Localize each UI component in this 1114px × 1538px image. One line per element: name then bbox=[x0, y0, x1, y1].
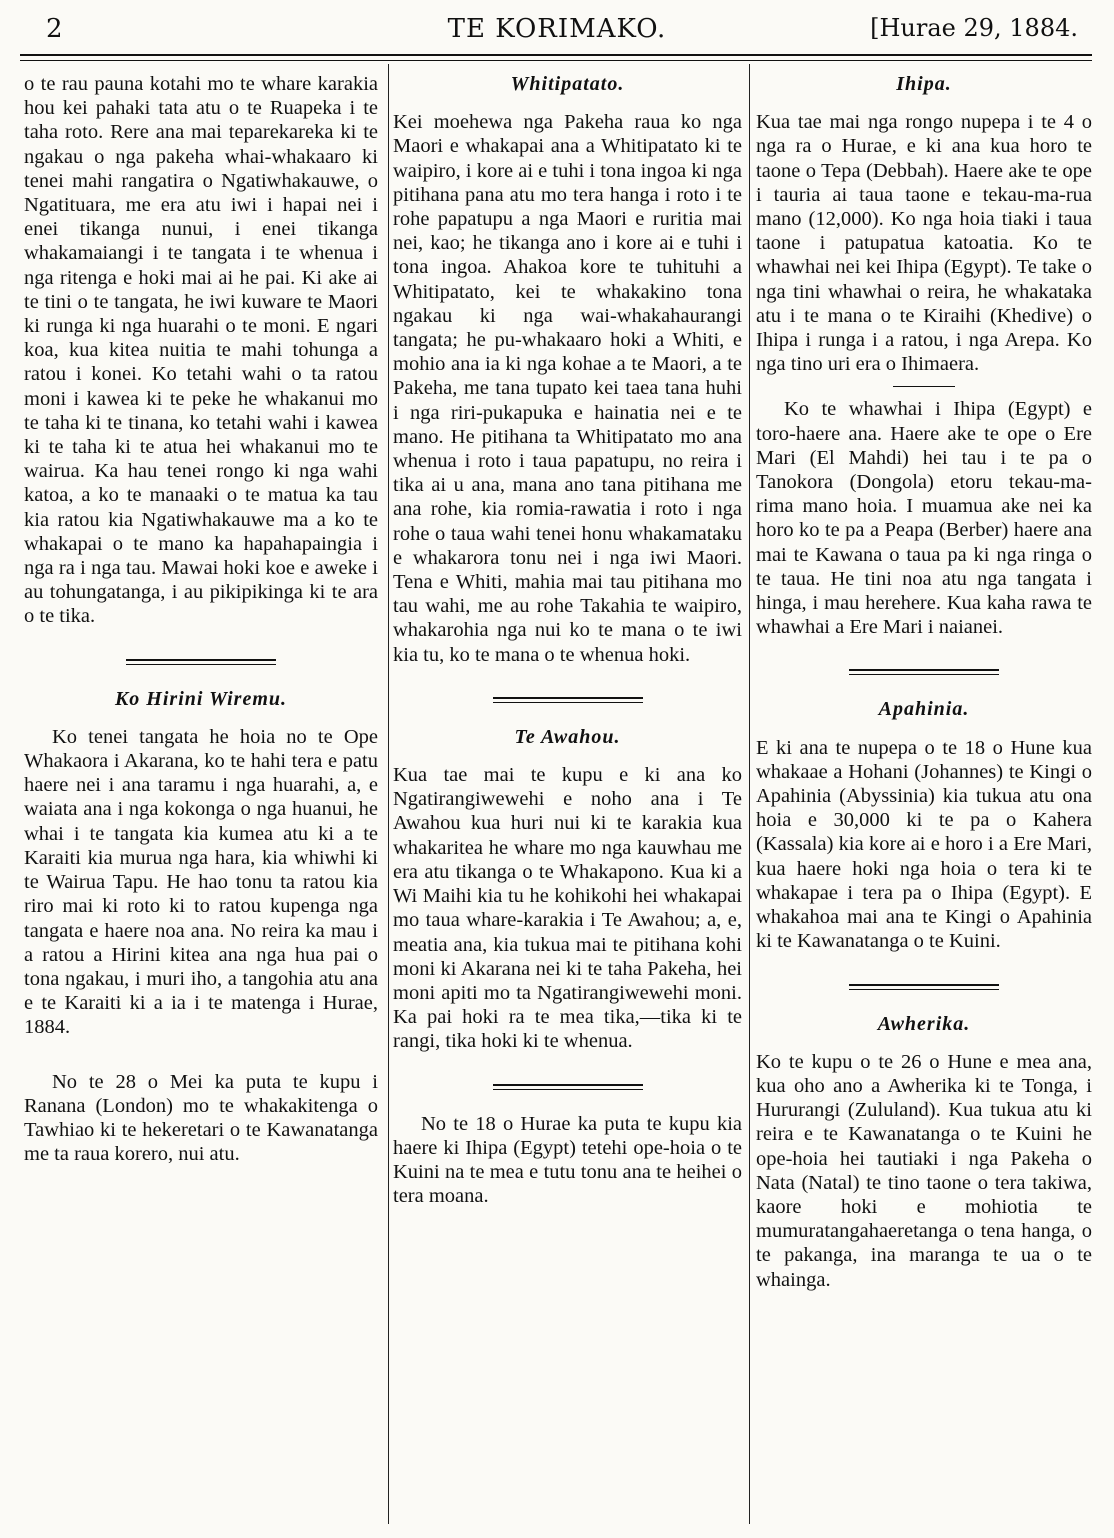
article-heading-ihipa: Ihipa. bbox=[896, 73, 952, 95]
header-rule-thin bbox=[20, 60, 1092, 61]
col2-paragraph-2: Kua tae mai te kupu e ki ana ko Ngatirangiwewehi e noho ana i Te Awahou kua huri nui ki te karakia kua whakaritea he whare mo nga kauwhau me era atu tikanga o te Whakapono. Kua ki a Wi Maihi kia tu he kohikohi hei whakapai mo taua whare-karakia i Te Awahou; a, e, meatia ana, kia tukua mai te pitihana kohi moni ki Akarana nei ki te taha Pakeha, hei moni apiti mo ta Ngatirangiwewehi moni. Ka pai hoki ra te mea tika,—tika ki te rangi, tika hoki ki te whenua. bbox=[393, 764, 742, 1053]
column-2 bbox=[393, 72, 742, 1528]
issue-date: [Hurae 29, 1884. bbox=[870, 14, 1078, 42]
header-rule-thick bbox=[20, 54, 1092, 56]
short-rule bbox=[893, 386, 955, 387]
col1-paragraph-2: Ko tenei tangata he hoia no te Ope Whakaora i Akarana, ko te hahi tera e patu haere nei i ana taramu i nga huarahi, a, e waiata ana i nga kokonga o nga huanui, he whai i te tangata kia kumea atu ki a te Karaiti kia murua nga hara, kia whiwhi ki te Wairua Tapu. He hao tonu ta ratou kia riro mai ki roto ki to ratou kupenga nga tangata e haere noa ana. No reira ka mau i a ratou a Hirini kitea ana nga hua pai o tona ngakau, i muri iho, a tangohia atu ana e te Karaiti ki a ia i te matenga i Hurae, 1884. bbox=[24, 725, 378, 1039]
article-heading-awherika: Awherika. bbox=[877, 1012, 971, 1035]
col3-paragraph-2: Ko te whawhai i Ihipa (Egypt) e toro-haere ana. Haere ake te ope o Ere Mari (El Mahdi) hei tau i te pa o Tanokora (Dongola) etoru tekau-ma-rima mano hoia. I muamua ake nei ka horo ko te pa a Peapa (Berber) haere ana mai te Kawana o taua pa ki nga ringa o te taua. He tini noa atu nga tangata i hinga, i mau herehere. Kua kaha rawa te whawhai a Ere Mari i naianei. bbox=[756, 398, 1092, 639]
column-divider-1 bbox=[388, 64, 389, 1524]
section-separator bbox=[126, 659, 276, 665]
col1-paragraph-1: o te rau pauna kotahi mo te whare karakia hou kei pahaki tata atu o te Ruapeka i te taha roto. Rere ana mai teparekareka ki te ngakau o nga pakeha whai-whakaaro ki tenei mahi rangatira o Ngatiwhakauwe, o Ngatituara, me era atu iwi i hapai nei i enei tikanga nunui, i enei tikanga whakamaiangi i te tangata i te whenua i nga ritenga e hoki mai ai he pai. Ki ake ai te tini o te tangata, he iwi kuware te Maori ki runga ki nga huarahi o te moni. E ngari koa, kua kitea nuitia te mahi tohunga a ratou i konei. Ko tetahi wahi o ta ratou moni i kawea ki te peke he whakanui mo te taha ki te tinana, ko tetahi wahi i kawea ki te taha ki te atua hei whakanui mo te wairua. Ka hau tenei rongo ki nga wahi katoa, a ko te manaaki o te matua ka tau kia ratou kia Ngatiwhakauwe ma a ko te whakapai o te mano ka hapahapaingia i nga ra i nga tau. Mawai hoki koe e aweke i au tohungatanga, i au pikipikinga ki te ara o te tika. bbox=[24, 73, 378, 628]
col2-paragraph-3: No te 18 o Hurae ka puta te kupu kia haere ki Ihipa (Egypt) tetehi ope-hoia o te Kuini na te mea e tutu tonu ana te heihei o tera moana. bbox=[393, 1112, 742, 1208]
section-separator bbox=[849, 669, 999, 675]
masthead bbox=[0, 0, 1114, 50]
section-separator bbox=[493, 697, 643, 703]
column-1 bbox=[24, 72, 378, 1528]
newspaper-title: TE KORIMAKO. bbox=[447, 14, 667, 44]
article-heading-hirini: Ko Hirini Wiremu. bbox=[114, 687, 288, 710]
col3-paragraph-3: E ki ana te nupepa o te 18 o Hune kua whakaae a Hohani (Johannes) te Kingi o Apahinia (Abyssinia) kia tukua atu ona hoia e 30,000 ki te pa o Kahera (Kassala) kia kore ai e horo i a Ere Mari, kua haere hoki nga hoia o tera ki te whakapae i tera pa o Ihipa (Egypt). E whakahoa mai ana te Kingi o Apahinia ki te Kawanatanga o te Kuini. bbox=[756, 736, 1092, 953]
article-heading-awahou: Te Awahou. bbox=[514, 725, 621, 748]
col3-paragraph-1: Kua tae mai nga rongo nupepa i te 4 o nga ra o Hurae, e ki ana kua horo te taone o Tepa (Debbah). Haere ake te ope i tauria ai taua taone e tekau-ma-rua mano (12,000). Ko nga hoia tiaki i taua taone i patupatua katoatia. Ko te whawhai nei kei Ihipa (Egypt). Te take o nga tini whawhai o reira, he whakataka atu i te mana o te Kiraihi (Khedive) o Ihipa i runga i a ratou, i nga Arepa. Ko nga tino uri era o Ihimaera. bbox=[756, 111, 1092, 376]
section-separator bbox=[493, 1084, 643, 1090]
section-separator bbox=[849, 984, 999, 990]
column-3 bbox=[756, 72, 1092, 1528]
article-heading-apahinia: Apahinia. bbox=[878, 698, 970, 721]
page-number: 2 bbox=[46, 14, 63, 44]
col2-paragraph-1: Kei moehewa nga Pakeha raua ko nga Maori e whakapai ana a Whitipatato ki te waipiro, i kore ai e tuhi i tona ingoa ki nga pitihana pana atu mo tera hanga i roto i te rohe papatupu a nga Maori e ruritia mai nei, kao; he tikanga ano i kore ai e tuhi i tona ingoa. Ahakoa kore te tuhituhi a Whitipatato, kei te whakakino tona ngakau ki nga wai-whakahaurangi tangata; he pu-whakaaro hoki a Whiti, e mohio ana ia ki nga kohae a te Maori, a te Pakeha, me tana tupato kei taea tana huhi i nga riri-pukapuka e hainatia nei e te mano. He pitihana ta Whitipatato mo ana whenua i roto i taua papatupu, no reira i tika ai u ana, mana ano tana pitihana me ana rohe, kia romia-rawatia i roto i nga rohe o taua wahi tenei honu whakamataku e whakarora tonu nei i nga iwi Maori. Tena e Whiti, mahia mai tau pitihana mo tau wahi, me au rohe Takahia te waipiro, whakarohia nga nui ko te mana o te iwi kia tu, ko te mana o te whenua hoki. bbox=[393, 111, 742, 666]
col3-paragraph-4: Ko te kupu o te 26 o Hune e mea ana, kua oho ano a Awherika ki te Tonga, i Hururangi (Zululand). Kua tukua atu ki reira e te Kawanatanga o te Kuini he ope-hoia hei tautiaki i nga Pakeha o Nata (Natal) te tino taone o tera takiwa, kaore hoki e mohiotia te mumuratangahaeretanga o tena hanga, o te pakanga, ina maranga te ua o te whainga. bbox=[756, 1050, 1092, 1291]
article-heading-whitipatato: Whitipatato. bbox=[510, 73, 625, 95]
col1-paragraph-3: No te 28 o Mei ka puta te kupu i Ranana (London) mo te whakakitenga o Tawhiao ki te hekeretari o te Kawanatanga me ta raua korero, nui atu. bbox=[24, 1070, 378, 1166]
column-divider-2 bbox=[749, 64, 750, 1524]
